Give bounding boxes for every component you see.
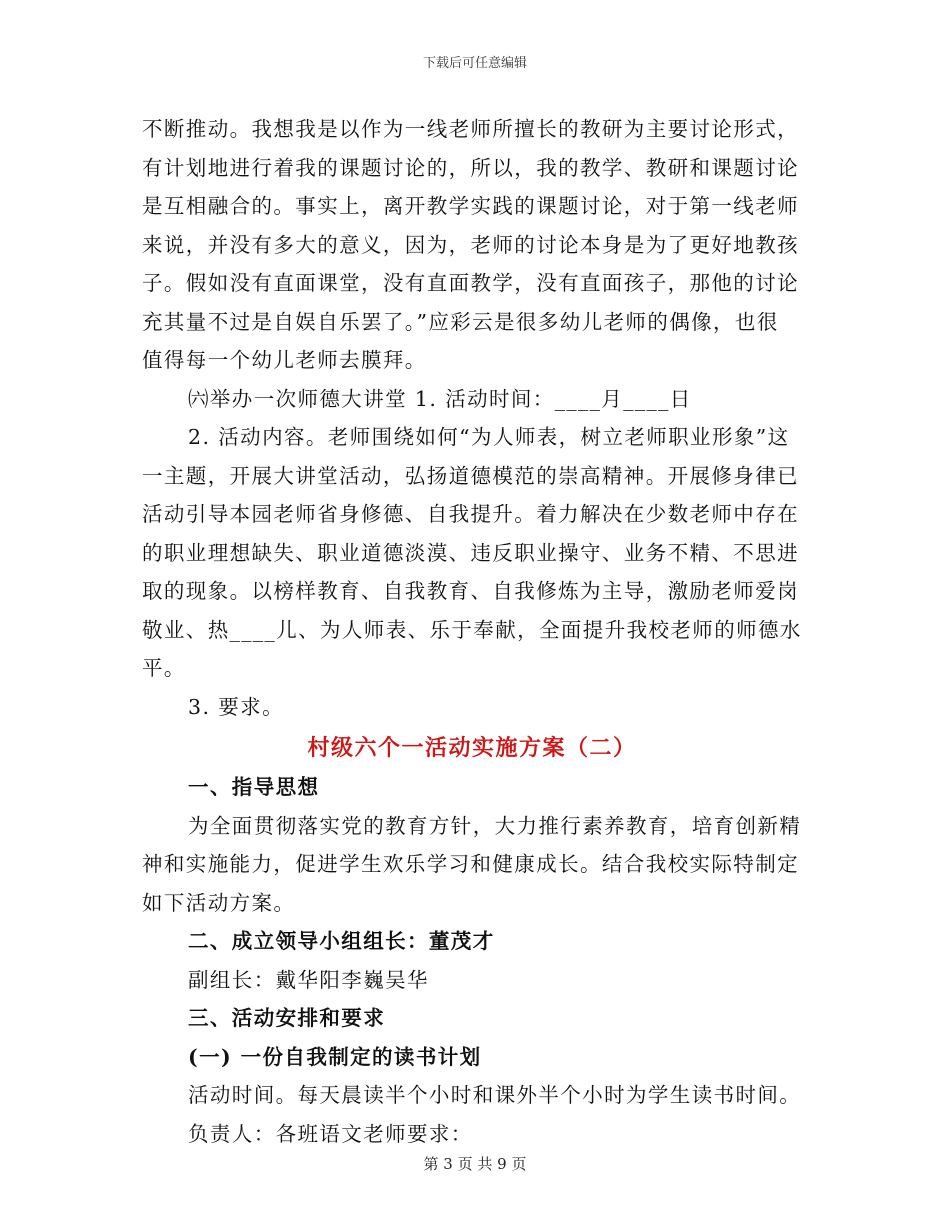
paragraph-reflection: [142, 110, 802, 380]
paragraph-deputy-leaders: 副组长：戴华阳李巍吴华: [188, 967, 429, 992]
paragraph-requirements: 3. 要求。: [188, 694, 284, 719]
paragraph-activity-time: 活动时间。每天晨读半个小时和课外半个小时为学生读书时间。: [188, 1083, 802, 1107]
text-line: 的职业理想缺失、职业道德淡漠、违反职业操守、业务不精、不思进: [142, 540, 799, 565]
text-line: 是互相融合的。事实上，离开教学实践的课题讨论，对于第一线老师: [142, 194, 799, 218]
text-line: 敬业、热____儿、为人师表、乐于奉献，全面提升我校老师的师德水: [142, 617, 802, 642]
text-line: 有计划地进行着我的课题讨论的，所以，我的教学、教研和课题讨论: [142, 155, 799, 180]
text-line: 不断推动。我想我是以作为一线老师所擅长的教研为主要讨论形式，: [142, 117, 799, 141]
text-line: 值得每一个幼儿老师去膜拜。: [142, 348, 427, 372]
section-heading-leadership: 二、成立领导小组组长：董茂才: [188, 929, 495, 953]
section-heading-guiding-ideology: 一、指导思想: [188, 775, 320, 799]
text-line: 充其量不过是自娱自乐罢了。”应彩云是很多幼儿老师的偶像，也很: [142, 309, 779, 334]
paragraph-responsible: 负责人：各班语文老师要求：: [188, 1121, 473, 1146]
paragraph-activity-content: [142, 418, 802, 688]
text-line: 来说，并没有多大的意义，因为，老师的讨论本身是为了更好地教孩: [142, 232, 799, 257]
text-line: 为全面贯彻落实党的教育方针，大力推行素养教育，培育创新精: [188, 813, 802, 838]
text-line: 一主题，开展大讲堂活动，弘扬道德模范的崇高精神。开展修身律已: [142, 463, 799, 488]
text-line: 活动引导本园老师省身修德、自我提升。着力解决在少数老师中存在: [142, 502, 799, 526]
text-line: 取的现象。以榜样教育、自我教育、自我修炼为主导，激励老师爱岗: [142, 579, 799, 603]
paragraph-guiding-ideology: [142, 807, 802, 923]
text-line: 2. 活动内容。老师围绕如何“为人师表，树立老师职业形象”这: [188, 425, 790, 449]
document-body: [142, 110, 802, 1153]
text-line: 平。: [142, 656, 186, 680]
text-line: 神和实施能力，促进学生欢乐学习和健康成长。结合我校实际特制定: [142, 852, 799, 876]
document-title: 村级六个一活动实施方案（二）: [307, 735, 637, 761]
subsection-heading-reading-plan: (一) 一份自我制定的读书计划: [188, 1044, 482, 1069]
section-heading-arrangements: 三、活动安排和要求: [188, 1006, 386, 1030]
text-line: 如下活动方案。: [142, 890, 296, 915]
page-header: 下载后可任意编辑: [422, 56, 527, 71]
page-footer: 第 3 页 共 9 页: [423, 1155, 527, 1173]
text-line: 子。假如没有直面课堂，没有直面教学，没有直面孩子，那他的讨论: [142, 271, 799, 295]
paragraph-ethics-lecture: ㈥举办一次师德大讲堂 1. 活动时间：____月____日: [188, 386, 692, 411]
